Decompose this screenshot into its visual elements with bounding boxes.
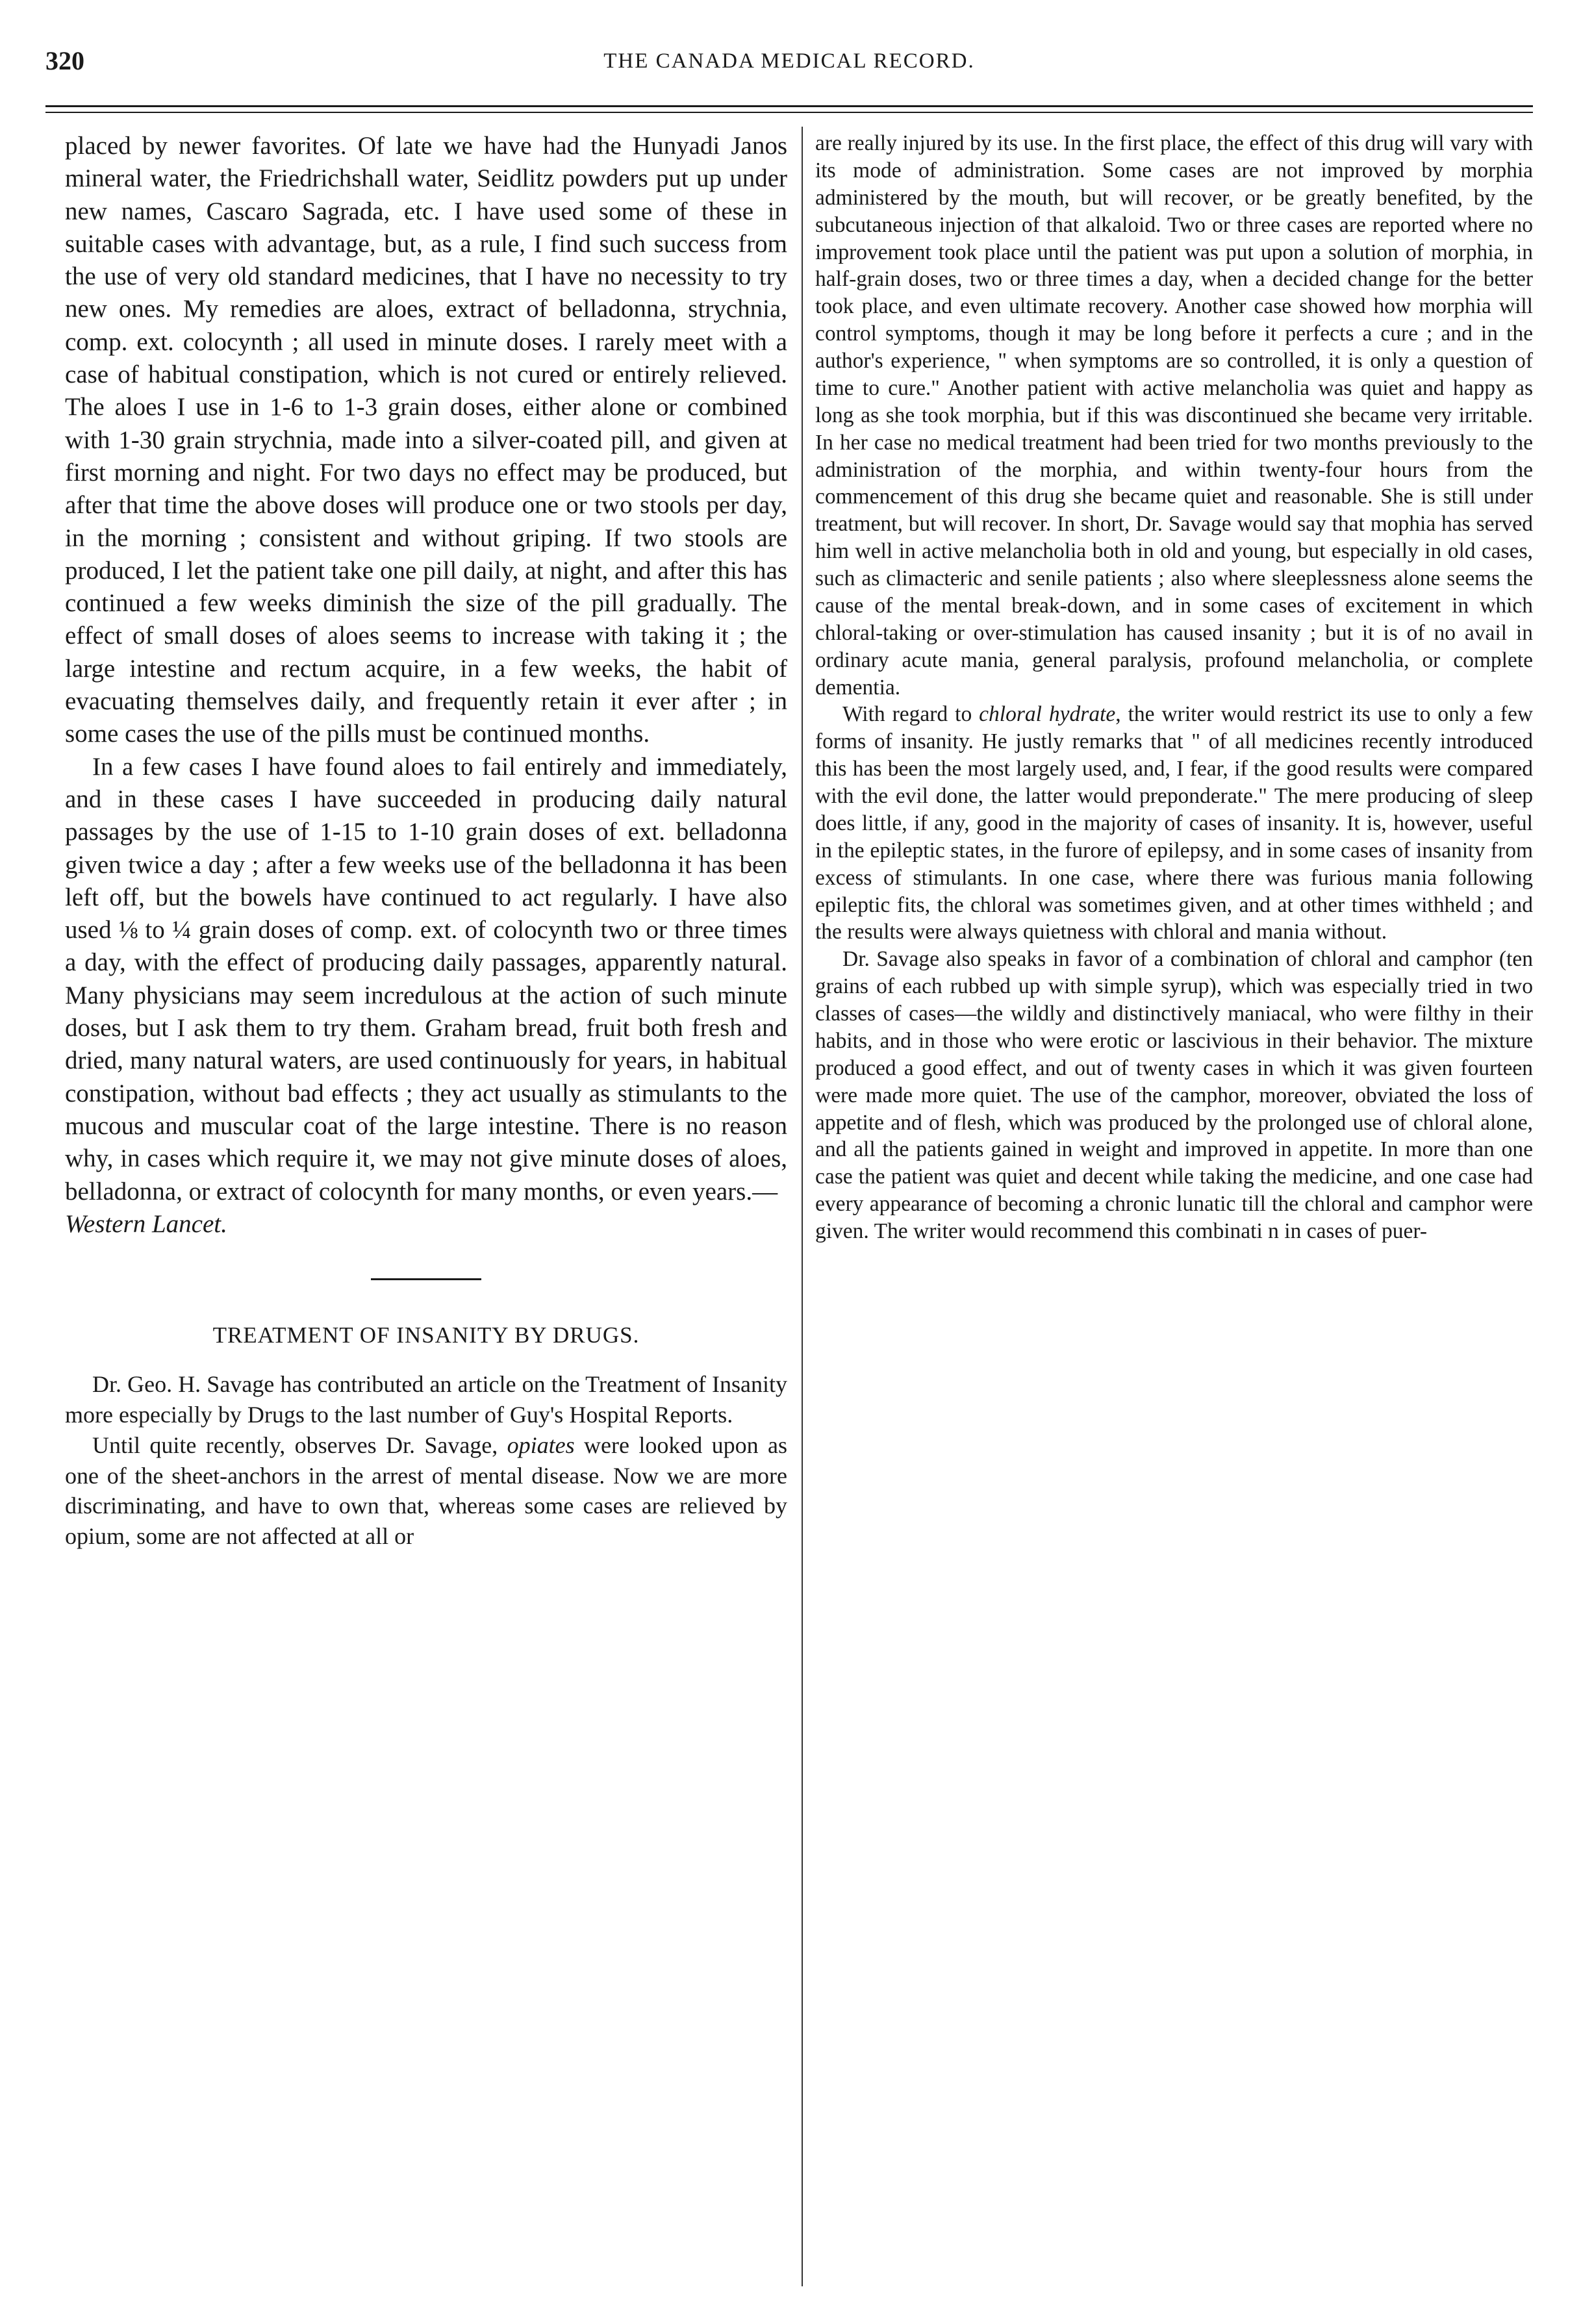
emphasis-opiates: opiates	[507, 1432, 575, 1458]
body-paragraph: placed by newer favorites. Of late we have had the Hunyadi Janos mineral water, the Friedrichshall water, Seidlitz powders put up under new names, Cascaro Sagrada, etc. I have used some of these in suitable cases with advantage, but, as a rule, I find such success from the use of very old standard medicines, that I have no necessity to try new ones. My remedies are aloes, extract of belladonna, strychnia, comp. ext. colocynth ; all used in minute doses. I rarely meet with a case of habitual constipation, which is not cured or entirely relieved. The aloes I use in 1-6 to 1-3 grain doses, either alone or combined with 1-30 grain strychnia, made into a silver-coated pill, and given at first morning and night. For two days no effect may be produced, but after that time the above doses will produce one or two stools per day, in the morning ; consistent and without griping. If two stools are produced, I let the patient take one pill daily, at night, and after this has continued a few weeks diminish the size of the pill gradually. The effect of small doses of aloes seems to increase with taking it ; the large intestine and rectum acquire, in a few weeks, the habit of evacuating themselves daily, and frequently retain it ever after ; in some cases the use of the pills must be continued months.	[65, 132, 787, 748]
text-run: , the writer would restrict its use to only a few forms of insanity. He justly remarks that " of all medicines recently introduced this has been the most largely used, and, I fear, if the good results were compared with the evil done, the latter would preponderate." The mere producing of sleep does little, if any, good in the majority of cases of insanity. It is, however, useful in the epileptic states, in the furore of epilepsy, and in some cases of insanity from excess of stimulants. In one case, where there was furious mania following epileptic fits, the chloral was sometimes given, and at other times withheld ; and the results were always quietness with chloral and mania without.	[815, 702, 1534, 944]
text-run: Until quite recently, observes Dr. Savage,	[92, 1432, 507, 1458]
body-paragraph: Dr. Geo. H. Savage has contributed an article on the Treatment of Insanity more especially by Drugs to the last number of Guy's Hospital Reports.	[65, 1371, 787, 1428]
body-paragraph	[815, 701, 1533, 946]
running-title: THE CANADA MEDICAL RECORD.	[603, 49, 975, 73]
right-column	[815, 130, 1533, 1245]
column-divider	[802, 127, 803, 2286]
section-separator	[371, 1278, 481, 1280]
body-paragraph: Dr. Savage also speaks in favor of a combination of chloral and camphor (ten grains of each rubbed up with simple syrup), which was especially tried in two classes of cases—the wildly and distinctively maniacal, who were filthy in their habits, and in those who were erotic or lascivious in their behavior. The mixture produced a good effect, and out of twenty cases in which it was given fourteen were made more quiet. The use of the camphor, moreover, obviated the loss of appetite and of flesh, which was produced by the prolonged use of chloral alone, and all the patients gained in weight and improved in appetite. In more than one case the patient was quiet and decent while taking the medicine, and one case had every appearance of becoming a chronic lunatic till the chloral and camphor were given. The writer would recommend this combinati n in cases of puer-	[815, 947, 1533, 1243]
body-paragraph: are really injured by its use. In the first place, the effect of this drug will vary with its mode of administration. Some cases are not improved by morphia administered by the mouth, but will recover, or be greatly benefited, by the subcutaneous injection of that alkaloid. Two or three cases are reported where no improvement took place until the patient was put upon a solution of morphia, in half-grain doses, two or three times a day, when a decided change for the better took place, and even ultimate recovery. Another case showed how morphia will control symptoms, though it may be long before it perfects a cure ; and in the author's experience, " when symptoms are so controlled, it is only a question of time to cure." Another patient with active melancholia was quiet and happy as long as she took morphia, but if this was discontinued she became very irritable. In her case no medical treatment had been tried for two months previously to the administration of the morphia, and within twenty-four hours from the commencement of this drug she became quiet and reasonable. She is still under treatment, but will recover. In short, Dr. Savage would say that mophia has served him well in active melancholia both in old and young, but especially in old cases, such as climacteric and senile patients ; also where sleeplessness alone seems the cause of the mental break-down, and in some cases of excitement in which chloral-taking or over-stimulation has caused insanity ; but it is of no avail in ordinary acute mania, general paralysis, profound melancholia, or complete dementia.	[815, 131, 1533, 700]
page-header	[45, 39, 1533, 84]
body-paragraph: In a few cases I have found aloes to fail entirely and immediately, and in these cases I have succeeded in producing daily natural passages by the use of 1-15 to 1-10 grain doses of ext. belladonna given twice a day ; after a few weeks use of the belladonna it has been left off, but the bowels have continued to act regularly. I have also used ⅛ to ¼ grain doses of comp. ext. of colocynth two or three times a day, with the effect of producing daily passages, apparently natural. Many physicians may seem incredulous at the action of such minute doses, but I ask them to try them. Graham bread, fruit both fresh and dried, many natural waters, are used continuously for years, in habitual constipation, without bad effects ; they act usually as stimulants to the mucous and muscular coat of the large intestine. There is no reason why, in cases which require it, we may not give minute doses of aloes, belladonna, or extract of colocynth for many months, or even years.—	[65, 752, 787, 1206]
header-rule-top	[45, 105, 1533, 107]
section-heading: TREATMENT OF INSANITY BY DRUGS.	[212, 1322, 640, 1348]
source-citation: Western Lancet.	[65, 1209, 227, 1238]
text-run: With regard to	[842, 702, 980, 727]
page-number: 320	[45, 46, 84, 75]
emphasis-chloral-hydrate: chloral hydrate	[979, 702, 1116, 727]
body-paragraph	[65, 1430, 787, 1552]
text-run: were looked upon as one of the sheet-anchors in the arrest of mental disease. Now we are more discriminating, and have to own that, whereas some cases are relieved by opium, some are not affected at all or	[65, 1432, 787, 1550]
left-column	[65, 130, 787, 1552]
header-rule-bottom	[45, 112, 1533, 113]
